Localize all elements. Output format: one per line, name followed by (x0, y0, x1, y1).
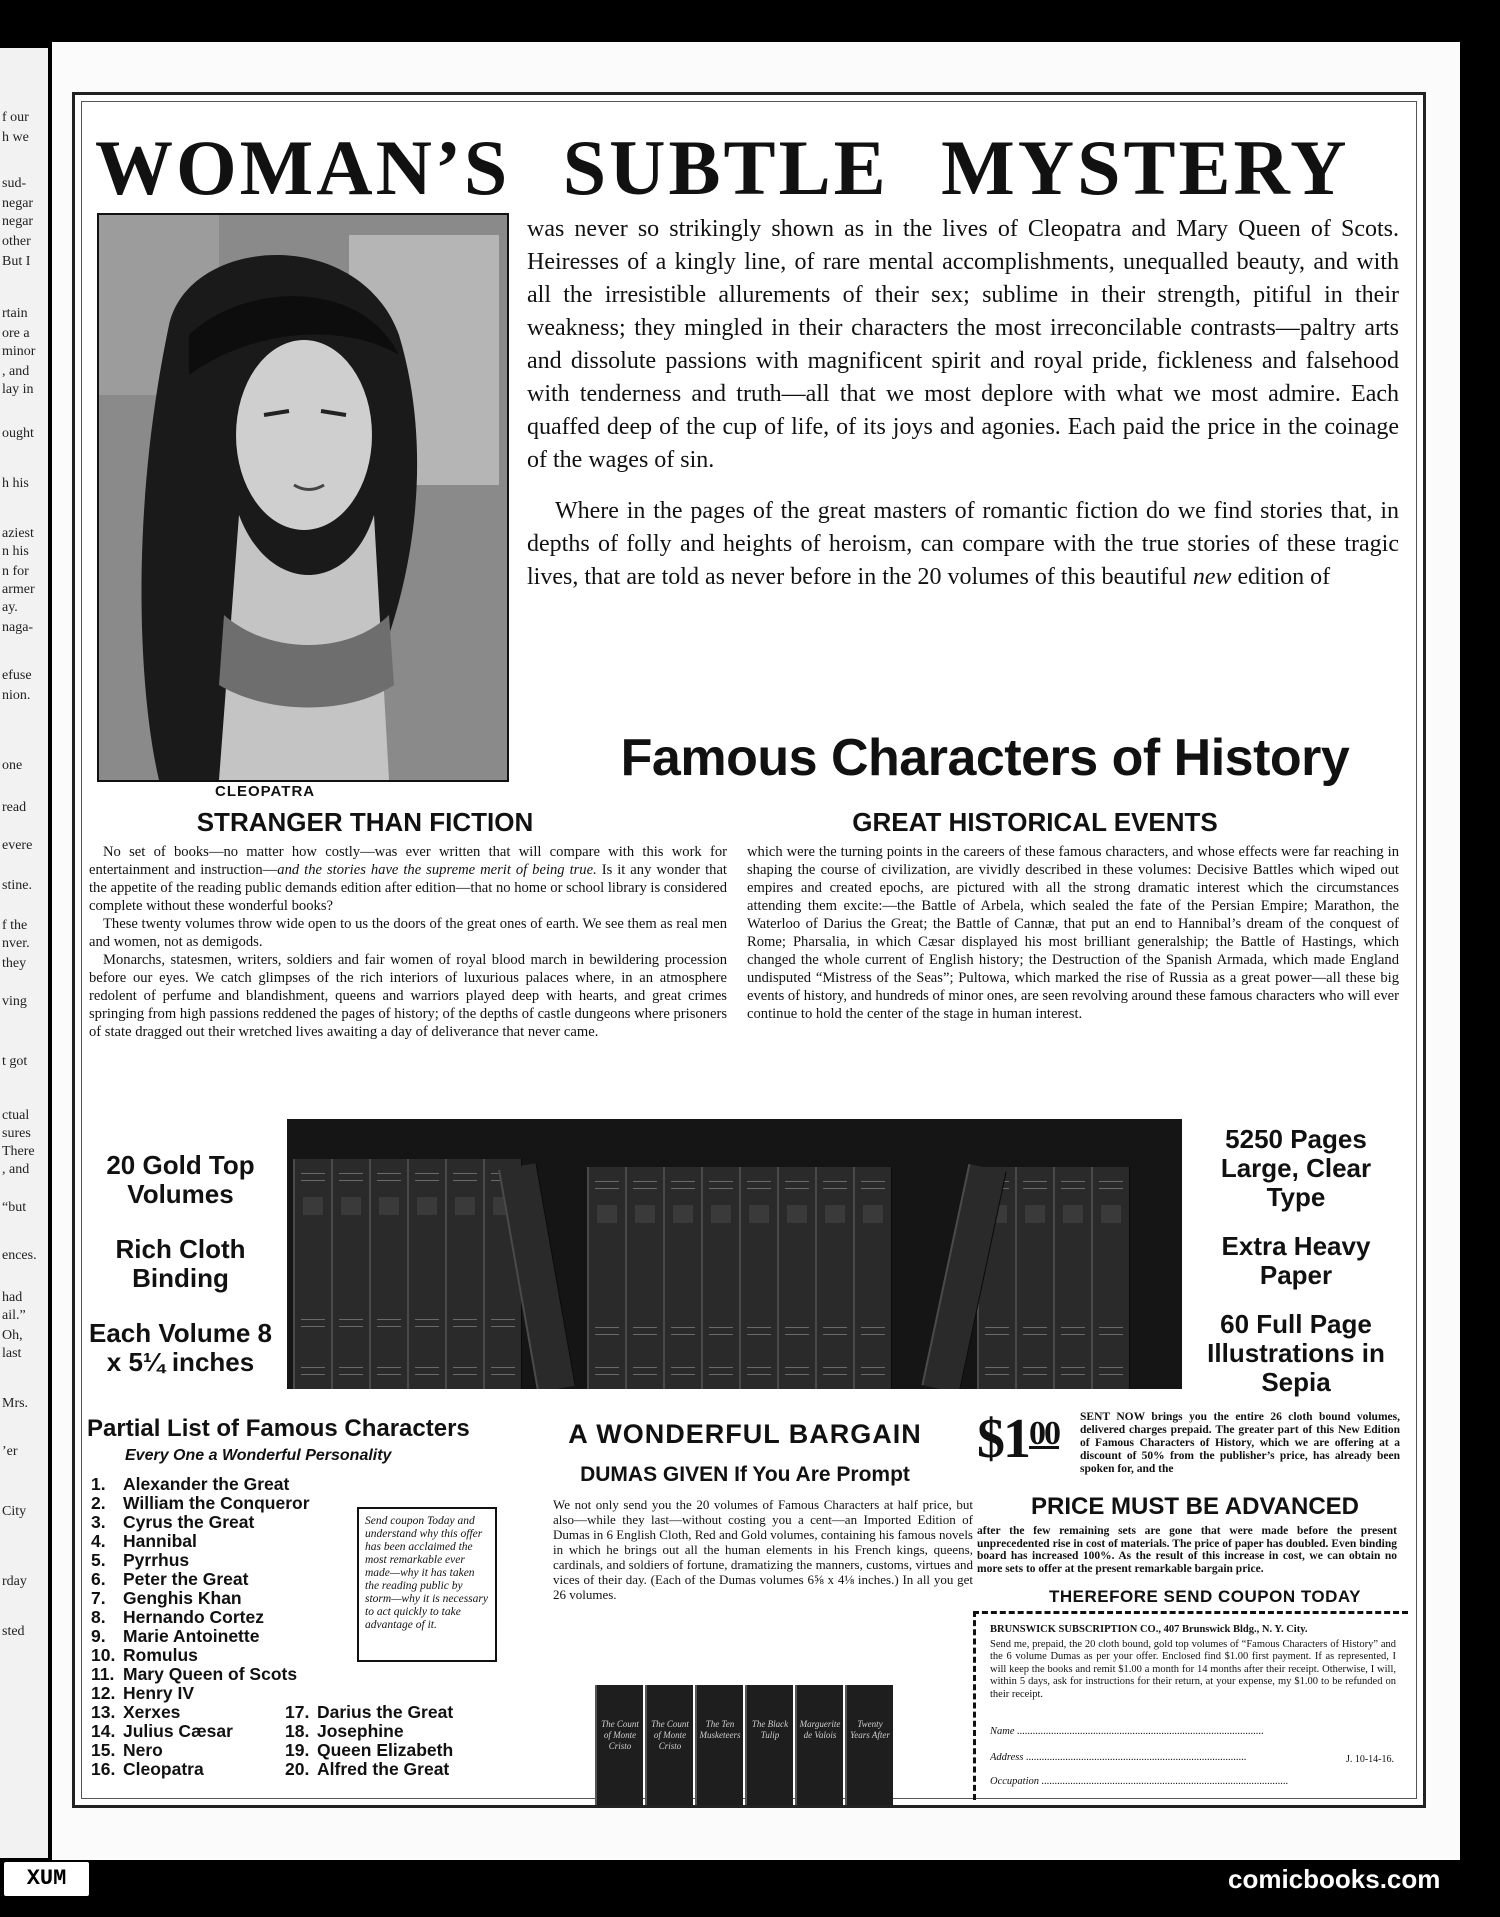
spine-band (709, 1327, 733, 1335)
dumas-spine-title: Twenty Years After (850, 1719, 890, 1740)
adjacent-page-fragment: Oh, (2, 1328, 23, 1343)
adjacent-page-fragment: , and (2, 364, 30, 379)
coupon-company: BRUNSWICK SUBSCRIPTION CO., 407 Brunswick Bldg., N. Y. City. (990, 1624, 1308, 1635)
book-spine (587, 1167, 626, 1389)
adjacent-page-fragment: ay. (2, 600, 18, 615)
spine-band (339, 1173, 363, 1181)
price-dollars: $1 (977, 1408, 1029, 1470)
bargain-title: A WONDERFUL BARGAIN (568, 1419, 922, 1449)
dumas-spine-title: The Ten Musketeers (699, 1719, 741, 1740)
character-item (91, 1703, 310, 1722)
spine-band (339, 1319, 363, 1327)
price (977, 1407, 1059, 1471)
adjacent-page-fragment: ’er (2, 1444, 18, 1459)
spine-band (377, 1319, 401, 1327)
character-number: 1. (91, 1474, 106, 1494)
adjacent-page-fragment: negar (2, 214, 34, 229)
book-spine (625, 1167, 664, 1389)
adjacent-page-fragment: n his (2, 544, 29, 559)
price-cents: 00 (1029, 1415, 1059, 1452)
coupon-name-field[interactable]: Name .............................................................................................. (990, 1726, 1264, 1737)
spine-band (1061, 1181, 1085, 1189)
character-number: 18. (285, 1721, 310, 1741)
character-number: 10. (91, 1645, 116, 1665)
spine-band (1099, 1367, 1123, 1375)
events-heading: GREAT HISTORICAL EVENTS (852, 807, 1218, 837)
character-name: Mary Queen of Scots (123, 1664, 298, 1684)
character-number: 14. (91, 1721, 116, 1741)
send-coupon-note: Send coupon Today and understand why this offer has been acclaimed the most remarkable ever made—why it has taken the reading public by storm—why it is necessary to act quickly to take advantage of it. (357, 1507, 497, 1662)
character-number: 5. (91, 1550, 106, 1570)
book-spine (739, 1167, 778, 1389)
character-item (91, 1741, 310, 1760)
spine-label (1101, 1205, 1121, 1223)
adjacent-page-fragment: City (2, 1504, 27, 1519)
intro-paragraph-1: was never so strikingly shown as in the lives of Cleopatra and Mary Queen of Scots. Heiresses of a kingly line, of rare mental accomplishments, unequalled beauty, and with all the irresistible allurements of their sex; sublime in their strength, pitiful in their weakness; they mingled in their characters the most irreconcilable contrasts—paltry arts and dissolute passions with magnificent spirit and royal pride, fickleness and falsehood with tenderness and truth—all that we most deplore with what we most admire. Each quaffed deep of the cup of life, of its joys and agonies. Each paid the price in the coinage of the wages of sin. (527, 216, 1399, 473)
spine-band (747, 1327, 771, 1335)
adjacent-page-fragment: armer (2, 582, 35, 597)
spine-band (415, 1173, 439, 1181)
adjacent-page-fragment: f our (2, 110, 29, 125)
spine-band (377, 1173, 401, 1181)
adjacent-page-fragment: ore a (2, 326, 30, 341)
spine-band (415, 1319, 439, 1327)
character-number: 9. (91, 1626, 106, 1646)
adjacent-page-fragment: they (2, 956, 27, 971)
adjacent-page-fragment: sud- (2, 176, 27, 191)
adjacent-page-fragment: rday (2, 1574, 27, 1589)
spine-label (711, 1205, 731, 1223)
adjacent-page-fragment: sures (2, 1126, 31, 1141)
feature-pages: 5250 Pages Large, Clear Type (1220, 1124, 1372, 1212)
coupon-name-label: Name (990, 1726, 1015, 1737)
spine-label (379, 1197, 399, 1215)
character-name: William the Conqueror (123, 1493, 310, 1513)
adjacent-page-fragment: , and (2, 1162, 30, 1177)
adjacent-page-fragment: ail.” (2, 1308, 26, 1323)
adjacent-page-fragment: had (2, 1290, 23, 1305)
spine-band (671, 1367, 695, 1375)
character-item (91, 1494, 310, 1513)
spine-band (339, 1367, 363, 1375)
character-number: 8. (91, 1607, 106, 1627)
adjacent-page-fragment: ences. (2, 1248, 37, 1263)
spine-label (863, 1205, 883, 1223)
character-item (285, 1703, 453, 1722)
book-spine (407, 1159, 446, 1389)
feature-size: Each Volume 8 x 5¼ inches (88, 1318, 273, 1377)
character-name: Alexander the Great (123, 1474, 290, 1494)
character-name: Xerxes (123, 1702, 181, 1722)
spine-band (747, 1181, 771, 1189)
stranger-paragraph-2: These twenty volumes throw wide open to us the doors of the great ones of earth. We see them as real men and women, not as demigods. (89, 916, 727, 950)
book-spine (293, 1159, 332, 1389)
character-item (91, 1513, 310, 1532)
book-spine (1053, 1167, 1092, 1389)
dumas-spine-title: The Count of Monte Cristo (651, 1719, 689, 1751)
character-name: Hernando Cortez (123, 1607, 264, 1627)
character-number: 6. (91, 1569, 106, 1589)
character-item (91, 1684, 310, 1703)
spine-band (377, 1367, 401, 1375)
character-list-col2 (285, 1703, 453, 1779)
coupon-body: Send me, prepaid, the 20 cloth bound, gold top volumes of “Famous Characters of History” and the 6 volume Dumas as per your offer. Enclosed find $1.00 first payment. If as represented, I will keep the books and remit $1.00 a month for 14 months after their receipt. Otherwise, I will, within 5 days, ask for instructions for their return, at your expense, my $1.00 to be refunded on their receipt. (990, 1638, 1396, 1700)
features-right (1191, 1125, 1401, 1397)
character-name: Alfred the Great (317, 1759, 450, 1779)
adjacent-page-fragment: aziest (2, 526, 34, 541)
price-advanced-heading: PRICE MUST BE ADVANCED (1030, 1493, 1360, 1520)
character-item (91, 1551, 310, 1570)
adjacent-page-fragment: Mrs. (2, 1396, 29, 1411)
book-spine (815, 1167, 854, 1389)
spine-band (1023, 1327, 1047, 1335)
spine-band (1061, 1327, 1085, 1335)
bargain-subtitle: DUMAS GIVEN If You Are Prompt (580, 1463, 910, 1486)
book-spine (777, 1167, 816, 1389)
events-text: which were the turning points in the careers of these famous characters, and whose effects were far reaching in shaping the course of civilization, are vividly described in these volumes: Decisive Battles which wiped out empires and created epochs, are pictured with all the strong dramatic interest which the circumstances attending them excite:—the Battle of Arbela, which sealed the fate of the Persian Empire; Marathon, the Waterloo of Darius the Great; the Battle of Cannæ, that put an end to Hannibal’s dream of the conquest of Rome; Pharsalia, in which Cæsar displayed his most brilliant generalship; the Battle of Hastings, which changed the whole current of English history; the Destruction of the Spanish Armada, which made England undisputed “Mistress of the Seas”; Pultowa, which marked the rise of Russia as a great power—all these big events of history, and hundreds of minor ones, are seen revolving around these famous characters who will ever continue to hold the center of the stage in human interest. (747, 844, 1399, 1022)
xum-watermark: XUM (4, 1862, 89, 1896)
character-number: 15. (91, 1740, 116, 1760)
adjacent-page-fragment: h his (2, 476, 29, 491)
book-spine (369, 1159, 408, 1389)
site-watermark: comicbooks.com (1228, 1864, 1441, 1894)
intro-paragraph-2 (527, 495, 1399, 594)
adjacent-page-fragment: But I (2, 254, 31, 269)
bargain-text: We not only send you the 20 volumes of Famous Characters at half price, but also—while they last—without costing you a cent—an Imported Edition of Dumas in 6 English Cloth, Red and Gold volumes, containing his famous novels in which he brings out all the human elements in his French kings, queens, cardinals, and soldiers of fortune, dramatizing the manners, customs, virtues and vices of their day. (Each of the Dumas volumes 6⅝ x 4⅛ inches.) In all you get 26 volumes. (553, 1497, 973, 1602)
order-coupon[interactable] (973, 1611, 1408, 1800)
spine-band (985, 1327, 1009, 1335)
adjacent-page-fragment: other (2, 234, 31, 249)
stranger-p1-italic: and the stories have the supreme merit of being true. (277, 862, 597, 878)
spine-band (415, 1367, 439, 1375)
intro-text (527, 213, 1399, 606)
spine-label (787, 1205, 807, 1223)
send-coupon-heading: THEREFORE SEND COUPON TODAY (1049, 1587, 1361, 1606)
book-spine (331, 1159, 370, 1389)
adjacent-page-fragment: last (2, 1346, 22, 1361)
dumas-book-spine (745, 1685, 793, 1805)
spine-label (417, 1197, 437, 1215)
cleopatra-portrait (97, 213, 509, 782)
character-name: Marie Antoinette (123, 1626, 260, 1646)
character-name: Julius Cæsar (123, 1721, 233, 1741)
spine-label (303, 1197, 323, 1215)
spine-band (861, 1367, 885, 1375)
character-name: Genghis Khan (123, 1588, 242, 1608)
character-name: Romulus (123, 1645, 198, 1665)
adjacent-page-fragment: negar (2, 196, 34, 211)
spine-band (491, 1319, 515, 1327)
character-list-col1 (91, 1475, 310, 1779)
coupon-occupation-label: Occupation (990, 1776, 1039, 1787)
stranger-paragraph-3: Monarchs, statesmen, writers, soldiers and fair women of royal blood march in bewildering procession before our eyes. We catch glimpses of the rich interiors of luxurious palaces where, in an atmosphere redolent of perfume and blandishment, queens and warriors played deep with hearts, and great crimes springing from high passions reddened the pages of history; of the depths of castle dungeons where prisoners of state dragged out their wretched lives awaiting a day of deliverance that never came. (89, 952, 727, 1040)
books-photo (287, 1119, 1182, 1389)
character-name: Peter the Great (123, 1569, 249, 1589)
spine-label (341, 1197, 361, 1215)
spine-label (635, 1205, 655, 1223)
book-spine (853, 1167, 892, 1389)
headline: WOMAN’S SUBTLE MYSTERY (95, 124, 1350, 211)
adjacent-page-strip (0, 48, 48, 1858)
character-number: 3. (91, 1512, 106, 1532)
coupon-address-field[interactable]: Address .................................................................................... (990, 1752, 1247, 1763)
spine-band (861, 1181, 885, 1189)
adjacent-page-fragment: sted (2, 1624, 25, 1639)
dumas-book-spine (845, 1685, 893, 1805)
book-spine (701, 1167, 740, 1389)
coupon-occupation-field[interactable]: Occupation .............................................................................................. (990, 1776, 1289, 1787)
intro-p2-tail: edition of (1231, 564, 1331, 590)
spine-band (823, 1181, 847, 1189)
spine-band (595, 1327, 619, 1335)
adjacent-page-fragment: one (2, 758, 23, 773)
character-item (91, 1532, 310, 1551)
character-name: Cyrus the Great (123, 1512, 255, 1532)
spine-band (747, 1367, 771, 1375)
dumas-book-spine (595, 1685, 643, 1805)
adjacent-page-fragment: nver. (2, 936, 30, 951)
dumas-spine-title: The Count of Monte Cristo (601, 1719, 639, 1751)
portrait-caption: CLEOPATRA (215, 783, 316, 800)
adjacent-page-fragment: ought (2, 426, 34, 441)
adjacent-page-fragment: minor (2, 344, 36, 359)
spine-band (301, 1319, 325, 1327)
character-item (91, 1589, 310, 1608)
adjacent-page-fragment: naga- (2, 620, 34, 635)
spine-band (595, 1367, 619, 1375)
coupon-code: J. 10-14-16. (1345, 1754, 1394, 1765)
character-number: 12. (91, 1683, 116, 1703)
price-advanced-text: after the few remaining sets are gone that were made before the present unprecedented rise in cost of materials. The price of paper has doubled. Even binding board has increased 100%. As the result of this increase in cost, we can obtain no more sets to offer at the present remarkable bargain price. (977, 1525, 1397, 1575)
adjacent-page-fragment: f the (2, 918, 28, 933)
dumas-spine-title: The Black Tulip (751, 1719, 789, 1740)
adjacent-page-fragment: h we (2, 130, 29, 145)
adjacent-page-fragment: t got (2, 1054, 28, 1069)
dumas-book-spine (795, 1685, 843, 1805)
character-number: 7. (91, 1588, 106, 1608)
character-item (91, 1646, 310, 1665)
spine-band (671, 1327, 695, 1335)
spine-band (1023, 1367, 1047, 1375)
adjacent-page-fragment: “but (2, 1200, 27, 1215)
spine-band (785, 1327, 809, 1335)
character-name: Cleopatra (123, 1759, 204, 1779)
spine-band (823, 1367, 847, 1375)
spine-label (455, 1197, 475, 1215)
spine-band (301, 1173, 325, 1181)
character-item (285, 1722, 453, 1741)
character-item (91, 1760, 310, 1779)
character-item (91, 1627, 310, 1646)
character-name: Josephine (317, 1721, 404, 1741)
character-item (285, 1760, 453, 1779)
intro-p2-new: new (1192, 564, 1232, 590)
character-number: 17. (285, 1702, 310, 1722)
advertisement-frame (72, 92, 1426, 1808)
spine-label (597, 1205, 617, 1223)
spine-label (749, 1205, 769, 1223)
book-title: Famous Characters of History (620, 729, 1350, 787)
stranger-p1-a: No set of books—no matter how costly—was ever written that will compare with this work for entertainment and instruction— (89, 844, 727, 878)
character-item (91, 1608, 310, 1627)
spine-band (671, 1181, 695, 1189)
spine-band (633, 1367, 657, 1375)
spine-band (633, 1327, 657, 1335)
feature-paper: Extra Heavy Paper (1221, 1231, 1371, 1290)
character-name: Henry IV (123, 1683, 194, 1703)
spine-band (301, 1367, 325, 1375)
character-item (285, 1741, 453, 1760)
feature-volumes: 20 Gold Top Volumes (106, 1150, 255, 1209)
dumas-book-spine (695, 1685, 743, 1805)
spine-band (1099, 1327, 1123, 1335)
character-number: 19. (285, 1740, 310, 1760)
spine-band (709, 1181, 733, 1189)
adjacent-page-fragment: ving (2, 994, 27, 1009)
character-name: Darius the Great (317, 1702, 454, 1722)
stranger-text (89, 843, 727, 1041)
spine-band (453, 1319, 477, 1327)
dumas-books-photo (595, 1675, 897, 1805)
stranger-heading: STRANGER THAN FICTION (196, 807, 534, 837)
adjacent-page-fragment: ctual (2, 1108, 30, 1123)
spine-label (825, 1205, 845, 1223)
adjacent-page-fragment: nion. (2, 688, 31, 703)
adjacent-page-fragment: stine. (2, 878, 32, 893)
character-number: 11. (91, 1664, 115, 1684)
intro-p2-text: Where in the pages of the great masters of romantic fiction do we find stories that, in depths of folly and heights of heroism, can compare with the true stories of these tragic lives, that are told as never before in the 20 volumes of this beautiful (527, 498, 1399, 590)
spine-band (595, 1181, 619, 1189)
character-name: Nero (123, 1740, 163, 1760)
character-number: 4. (91, 1531, 106, 1551)
spine-band (709, 1367, 733, 1375)
adjacent-page-fragment: There (2, 1144, 35, 1159)
spine-band (491, 1367, 515, 1375)
character-number: 2. (91, 1493, 106, 1513)
character-number: 20. (285, 1759, 310, 1779)
character-number: 13. (91, 1702, 116, 1722)
spine-band (1023, 1181, 1047, 1189)
character-item (91, 1722, 310, 1741)
book-spine (445, 1159, 484, 1389)
spine-band (453, 1173, 477, 1181)
spine-band (1061, 1367, 1085, 1375)
spine-label (1025, 1205, 1045, 1223)
spine-label (673, 1205, 693, 1223)
spine-band (453, 1367, 477, 1375)
book-spine (663, 1167, 702, 1389)
list-subtitle: Every One a Wonderful Personality (125, 1447, 392, 1464)
adjacent-page-fragment: lay in (2, 382, 34, 397)
spine-band (861, 1327, 885, 1335)
adjacent-page-fragment: efuse (2, 668, 32, 683)
spine-band (823, 1327, 847, 1335)
spine-label (1063, 1205, 1083, 1223)
character-name: Pyrrhus (123, 1550, 190, 1570)
character-item (91, 1665, 310, 1684)
book-spine (1091, 1167, 1130, 1389)
character-number: 16. (91, 1759, 116, 1779)
character-name: Hannibal (123, 1531, 197, 1551)
list-title: Partial List of Famous Characters (87, 1415, 470, 1442)
spine-band (785, 1181, 809, 1189)
dumas-spine-title: Marguerite de Valois (799, 1719, 841, 1740)
dumas-book-spine (645, 1685, 693, 1805)
book-spine (1015, 1167, 1054, 1389)
price-text: SENT NOW brings you the entire 26 cloth bound volumes, delivered charges prepaid. The greater part of this New Edition of Famous Characters of History, which we are offering at a discount of 50% from the publisher’s price, has already been spoken for, and the (1080, 1411, 1400, 1475)
character-item (91, 1570, 310, 1589)
spine-band (633, 1181, 657, 1189)
character-item (91, 1475, 310, 1494)
feature-illustrations: 60 Full Page Illustrations in Sepia (1207, 1309, 1385, 1397)
adjacent-page-fragment: evere (2, 838, 33, 853)
features-left (83, 1151, 278, 1377)
coupon-text (990, 1624, 1396, 1701)
feature-binding: Rich Cloth Binding (115, 1234, 246, 1293)
adjacent-page-fragment: read (2, 800, 27, 815)
stranger-p1-b: Is it any wonder that the appetite of the reading public demands edition after edition—that no home or school library is considered complete without these wonderful books? (89, 862, 727, 914)
portrait-illustration (99, 215, 507, 780)
adjacent-page-fragment: n for (2, 564, 29, 579)
stranger-paragraph-1 (89, 843, 727, 915)
spine-band (1099, 1181, 1123, 1189)
coupon-address-label: Address (990, 1752, 1024, 1763)
character-name: Queen Elizabeth (317, 1740, 454, 1760)
adjacent-page-fragment: rtain (2, 306, 28, 321)
spine-band (985, 1367, 1009, 1375)
spine-band (785, 1367, 809, 1375)
